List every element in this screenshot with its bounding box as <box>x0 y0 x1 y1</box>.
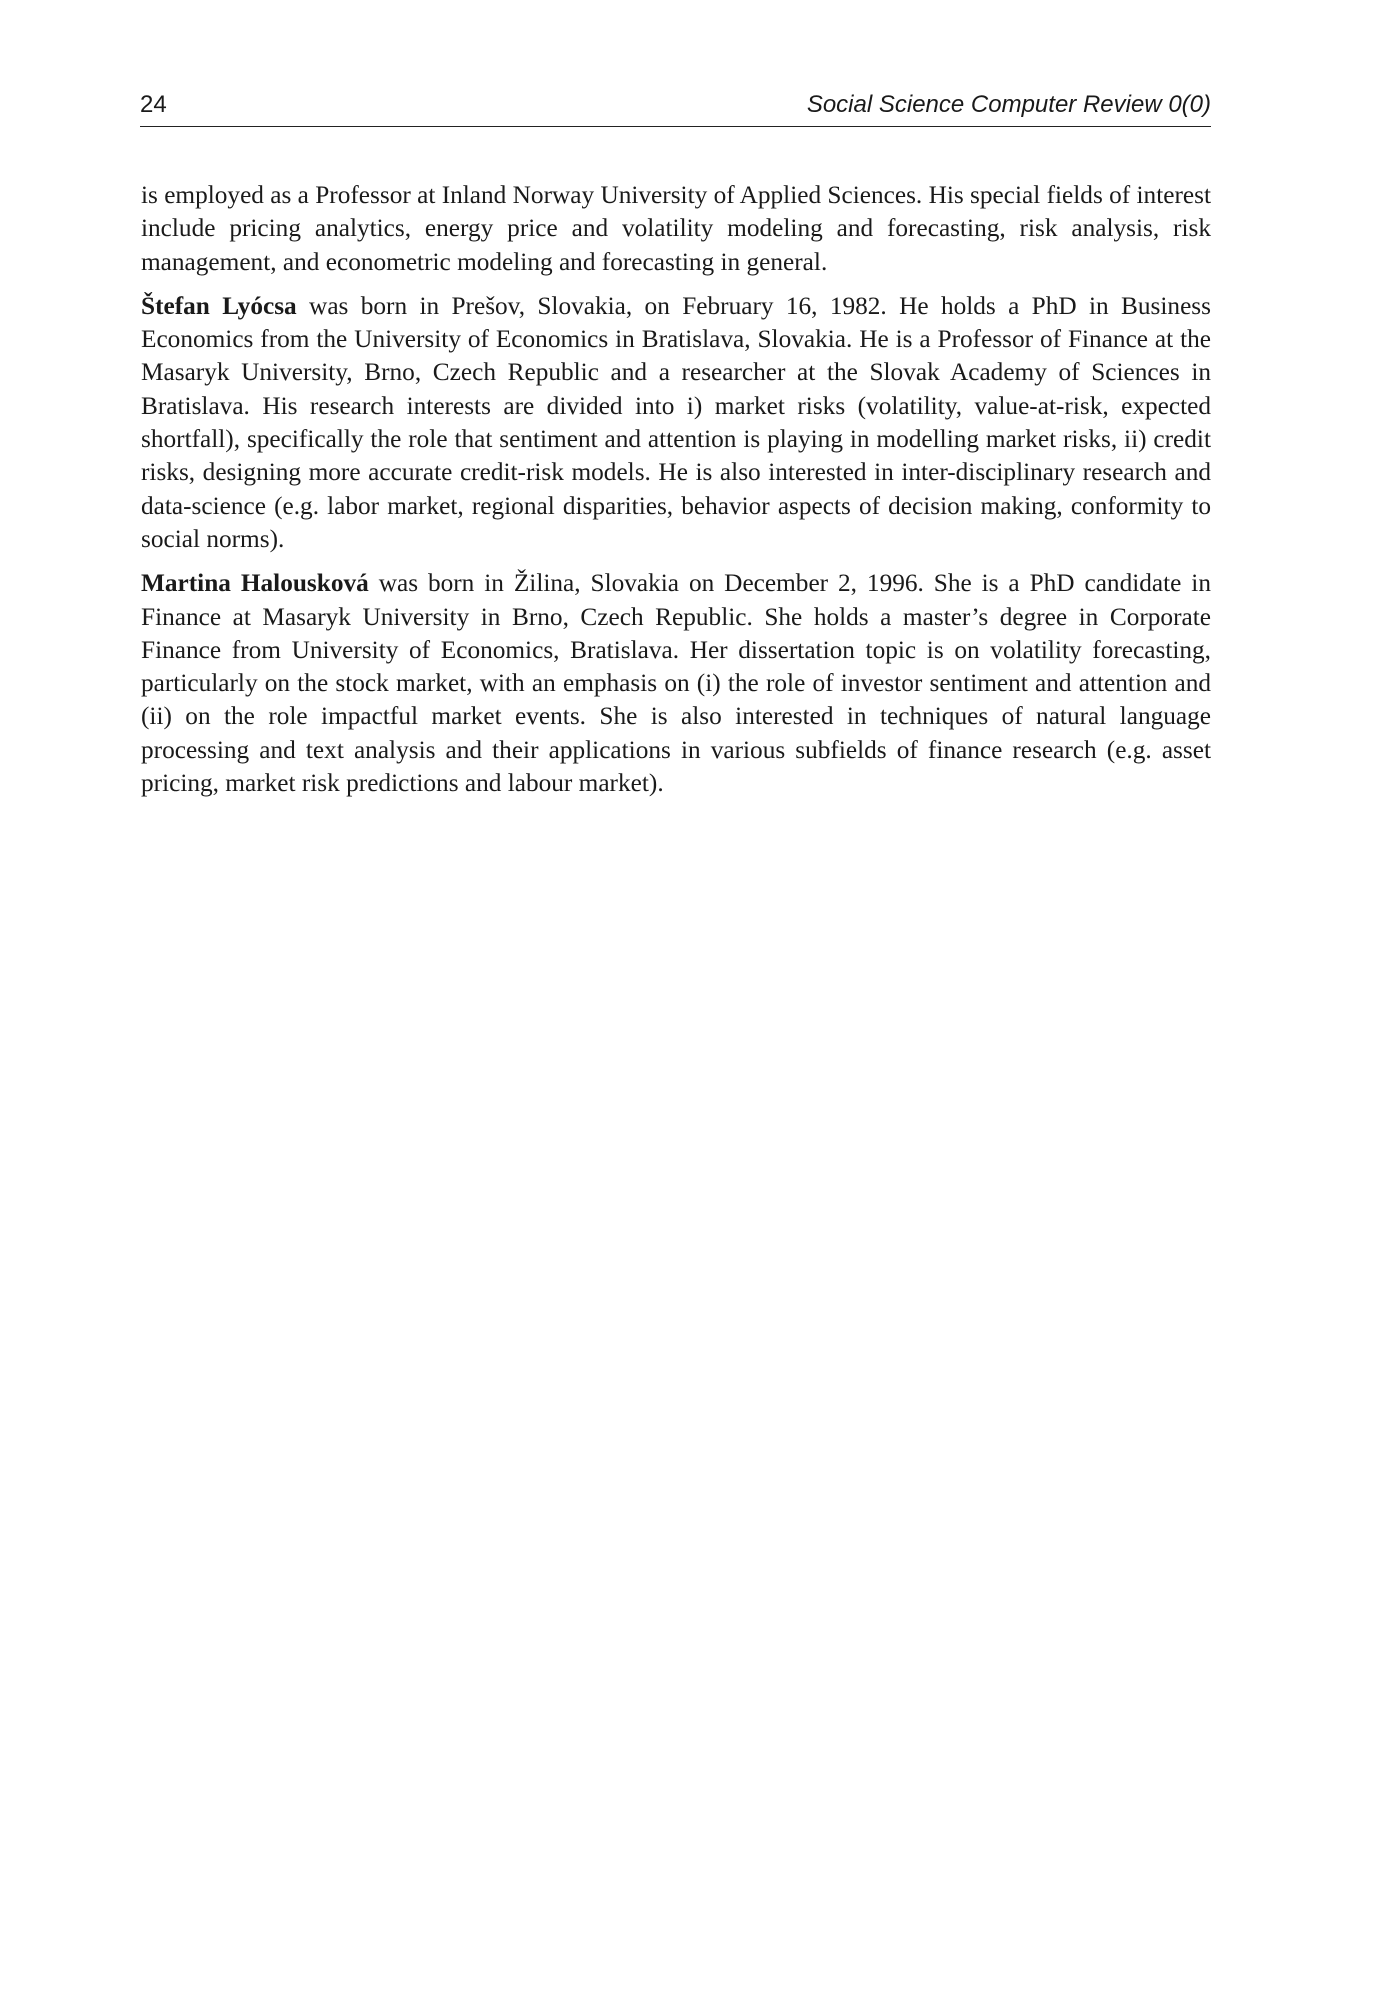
bio-paragraph-halouskova <box>141 567 1211 800</box>
bio-paragraph-continued <box>141 179 1211 279</box>
page-number: 24 <box>140 91 167 118</box>
bio-text: was born in Žilina, Slovakia on December 2, 1996. She is a PhD candidate in Finance at Masaryk University in Brno, Czech Republic. She holds a master’s degree in Corporate Finance from University of Economics, Bratislava. Her dissertation topic is on volatility forecasting, particularly on the stock market, with an emphasis on (i) the role of investor sentiment and attention and (ii) on the role impactful market events. She is also interested in techniques of natural language processing and text analysis and their applications in various subfields of finance research (e.g. asset pricing, market risk predictions and labour market). <box>141 569 1211 798</box>
running-header <box>140 86 1211 127</box>
author-name: Martina Halousková <box>141 569 369 598</box>
journal-name: Social Science Computer Review 0(0) <box>806 91 1211 118</box>
bio-text: is employed as a Professor at Inland Norway University of Applied Sciences. His special fields of interest include pricing analytics, energy price and volatility modeling and forecasting, risk analysis, risk management, and econometric modeling and forecasting in general. <box>141 181 1211 276</box>
bio-paragraph-lyocsa <box>141 290 1211 556</box>
author-biographies <box>141 179 1211 811</box>
author-name: Štefan Lyócsa <box>141 291 297 320</box>
bio-text: was born in Prešov, Slovakia, on February 16, 1982. He holds a PhD in Business Economics from the University of Economics in Bratislava, Slovakia. He is a Professor of Finance at the Masaryk University, Brno, Czech Republic and a researcher at the Slovak Academy of Sciences in Bratislava. His research interests are divided into i) market risks (volatility, value-at-risk, expected shortfall), specifically the role that sentiment and attention is playing in modelling market risks, ii) credit risks, designing more accurate credit-risk models. He is also interested in inter-disciplinary research and data-science (e.g. labor market, regional disparities, behavior aspects of decision making, conformity to social norms). <box>141 291 1211 553</box>
